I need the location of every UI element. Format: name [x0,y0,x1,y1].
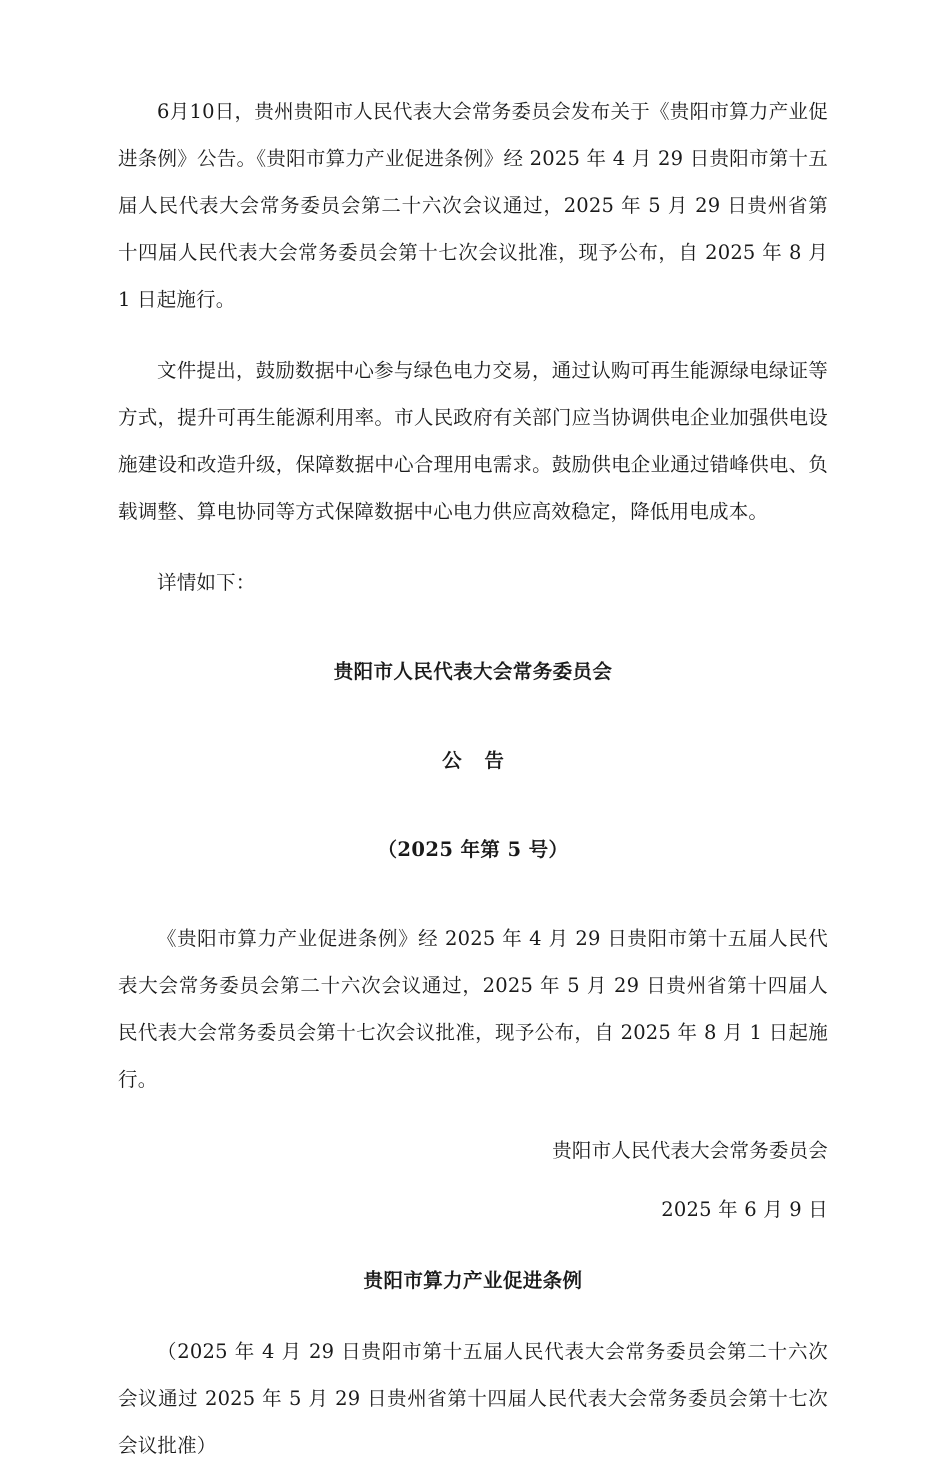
section-spacer [118,1233,828,1257]
intro-paragraph-2: 文件提出，鼓励数据中心参与绿色电力交易，通过认购可再生能源绿电绿证等方式，提升可再生能源利用率。市人民政府有关部门应当协调供电企业加强供电设施建设和改造升级，保障数据中心合理用电需求。鼓励供电企业通过错峰供电、负载调整、算电协同等方式保障数据中心电力供应高效稳定，降低用电成本。 [118,359,828,523]
regulation-session-note: （2025 年 4 月 29 日贵阳市第十五届人民代表大会常务委员会第二十六次会议通过 2025 年 5 月 29 日贵州省第十四届人民代表大会常务委员会第十七次会议批准） [118,1340,828,1457]
document-content-column [118,88,828,1469]
signature-issuer: 贵阳市人民代表大会常务委员会 [552,1139,828,1162]
heading-spacer [118,695,828,737]
heading-announcement-number: （2025 年第 5 号） [377,838,569,861]
heading-announcement-word: 公 告 [442,749,512,772]
paragraph-spacer [118,323,828,347]
intro-paragraph-1: 6月10日，贵州贵阳市人民代表大会常务委员会发布关于《贵阳市算力产业促进条例》公告。《贵阳市算力产业促进条例》经 2025 年 4 月 29 日贵阳市第十五届人民代表大会常务委员会第二十六次会议通过，2025 年 5 月 29 日贵州省第十四届人民代表大会常务委员会第十七次会议批准，现予公布，自 2025 年 8 月 1 日起施行。 [118,100,828,311]
signature-date: 2025 年 6 月 9 日 [661,1198,828,1221]
paragraph-spacer [118,1103,828,1127]
heading-spacer [118,784,828,826]
heading-spacer [118,1304,828,1328]
paragraph-spacer [118,535,828,559]
heading-regulation-title: 贵阳市算力产业促进条例 [363,1269,583,1292]
section-spacer [118,606,828,648]
details-lead-in: 详情如下： [157,571,256,594]
signature-spacer [118,1174,828,1186]
section-spacer [118,873,828,915]
announcement-body-paragraph: 《贵阳市算力产业促进条例》经 2025 年 4 月 29 日贵阳市第十五届人民代表大会常务委员会第二十六次会议通过，2025 年 5 月 29 日贵州省第十四届人民代表大会常务委员会第十七次会议批准，现予公布，自 2025 年 8 月 1 日起施行。 [118,927,828,1091]
heading-issuing-body: 贵阳市人民代表大会常务委员会 [333,660,613,683]
